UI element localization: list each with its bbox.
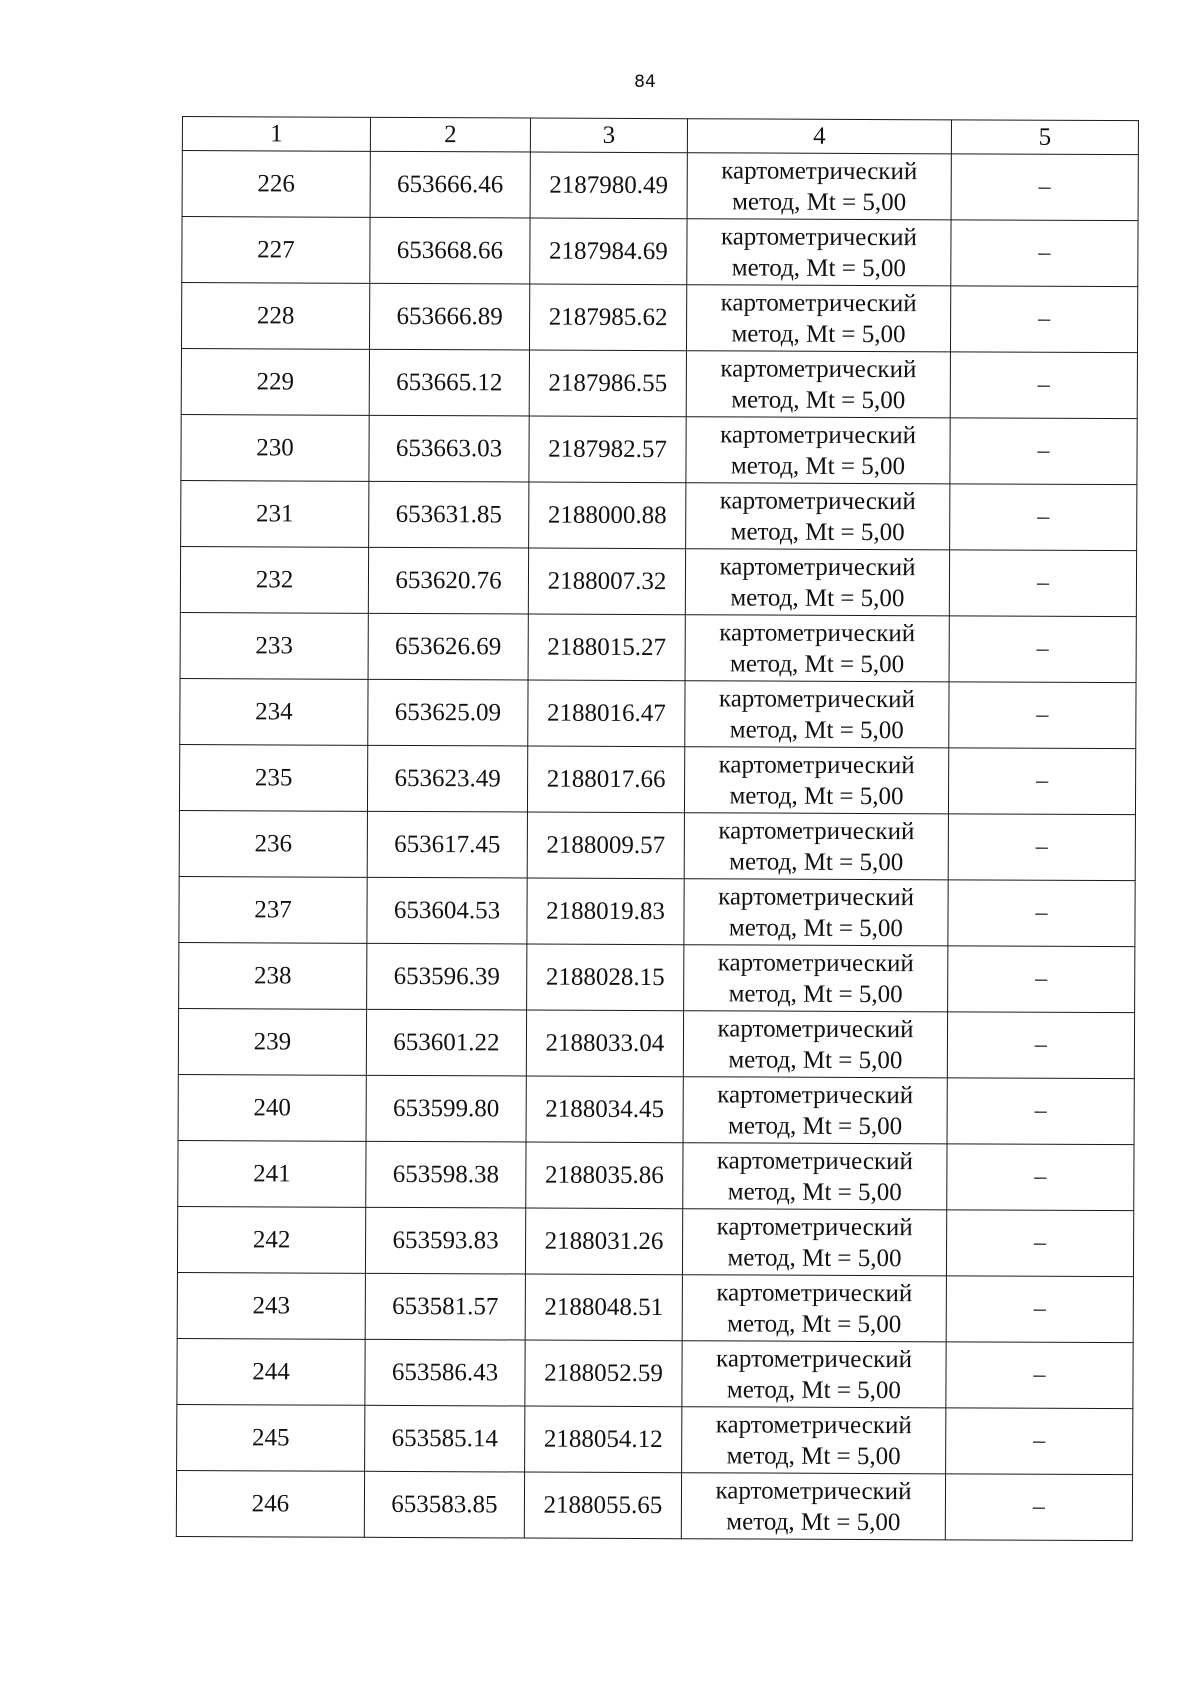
method-line-2: метод, Mt = 5,00 xyxy=(726,1507,901,1536)
method-cell xyxy=(684,813,948,880)
header-col-3: 3 xyxy=(530,118,687,153)
note-cell: – xyxy=(950,352,1137,419)
header-col-2: 2 xyxy=(370,117,530,152)
method-line-2: метод, Mt = 5,00 xyxy=(730,451,906,480)
method-line-1: картометрический xyxy=(718,684,916,713)
x-coordinate-cell: 653665.12 xyxy=(369,349,529,416)
method-cell xyxy=(682,1209,946,1276)
method-cell xyxy=(683,1077,947,1144)
y-coordinate-cell: 2188031.26 xyxy=(525,1208,682,1275)
method-cell xyxy=(685,549,949,616)
note-cell: – xyxy=(950,484,1137,551)
method-line-1: картометрический xyxy=(716,1344,913,1373)
x-coordinate-cell: 653599.80 xyxy=(366,1075,526,1142)
x-coordinate-cell: 653598.38 xyxy=(366,1141,526,1208)
x-coordinate-cell: 653623.49 xyxy=(367,745,527,812)
method-line-1: картометрический xyxy=(716,1278,913,1307)
method-line-2: метод, Mt = 5,00 xyxy=(729,715,904,744)
point-number-cell: 235 xyxy=(179,744,367,811)
note-cell: – xyxy=(948,880,1135,947)
method-line-1: картометрический xyxy=(719,486,916,515)
method-line-2: метод, Mt = 5,00 xyxy=(726,1441,901,1470)
method-line-1: картометрический xyxy=(715,1476,912,1505)
note-cell: – xyxy=(948,814,1135,881)
method-line-2: метод, Mt = 5,00 xyxy=(731,319,906,348)
coordinates-table xyxy=(176,116,1139,1541)
x-coordinate-cell: 653596.39 xyxy=(367,943,527,1010)
method-line-1: картометрический xyxy=(715,1410,912,1439)
note-cell: – xyxy=(946,1276,1133,1343)
method-cell xyxy=(685,681,949,748)
table-row xyxy=(179,876,1135,946)
method-line-2: метод, Mt = 5,00 xyxy=(727,1309,902,1338)
table-row xyxy=(178,1140,1134,1210)
x-coordinate-cell: 653617.45 xyxy=(367,811,527,878)
method-line-1: картометрический xyxy=(718,750,915,779)
method-line-1: картометрический xyxy=(721,156,918,185)
table-row xyxy=(177,1272,1133,1342)
point-number-cell: 237 xyxy=(179,876,367,943)
method-line-2: метод, Mt = 5,00 xyxy=(727,1177,902,1206)
y-coordinate-cell: 2188033.04 xyxy=(526,1010,683,1077)
table-row xyxy=(178,1008,1134,1078)
method-cell xyxy=(683,1011,947,1078)
point-number-cell: 245 xyxy=(177,1404,365,1471)
method-cell xyxy=(686,417,950,484)
note-cell: – xyxy=(945,1474,1132,1541)
table-row xyxy=(178,1074,1134,1144)
method-cell xyxy=(686,285,950,352)
table-row xyxy=(182,217,1138,287)
point-number-cell: 241 xyxy=(178,1140,366,1207)
point-number-cell: 233 xyxy=(180,612,368,679)
method-cell xyxy=(685,615,949,682)
point-number-cell: 242 xyxy=(177,1206,365,1273)
point-number-cell: 239 xyxy=(178,1008,366,1075)
y-coordinate-cell: 2188009.57 xyxy=(527,812,684,879)
method-line-2: метод, Mt = 5,00 xyxy=(728,913,904,942)
note-cell: – xyxy=(950,418,1137,485)
x-coordinate-cell: 653631.85 xyxy=(369,481,529,548)
method-cell xyxy=(682,1407,946,1474)
y-coordinate-cell: 2188055.65 xyxy=(524,1472,681,1539)
header-col-1: 1 xyxy=(182,117,370,152)
point-number-cell: 234 xyxy=(180,678,368,745)
method-line-2: метод, Mt = 5,00 xyxy=(730,583,905,612)
point-number-cell: 226 xyxy=(182,151,370,218)
method-line-1: картометрический xyxy=(716,1212,913,1241)
method-line-1: картометрический xyxy=(720,420,917,449)
point-number-cell: 230 xyxy=(181,414,369,481)
note-cell: – xyxy=(948,748,1135,815)
method-line-2: метод, Mt = 5,00 xyxy=(728,1111,903,1140)
y-coordinate-cell: 2187980.49 xyxy=(530,152,687,219)
point-number-cell: 231 xyxy=(181,480,369,547)
point-number-cell: 244 xyxy=(177,1338,365,1405)
point-number-cell: 236 xyxy=(179,810,367,877)
x-coordinate-cell: 653666.89 xyxy=(369,283,529,350)
method-line-1: картометрический xyxy=(717,1014,914,1043)
table-header xyxy=(182,117,1138,155)
point-number-cell: 229 xyxy=(181,348,369,415)
point-number-cell: 228 xyxy=(181,283,369,350)
header-col-5: 5 xyxy=(951,120,1138,155)
table-body xyxy=(176,151,1138,1541)
table-row xyxy=(181,348,1137,418)
note-cell: – xyxy=(947,1078,1134,1145)
table-row xyxy=(177,1338,1133,1408)
x-coordinate-cell: 653593.83 xyxy=(365,1207,525,1274)
y-coordinate-cell: 2188019.83 xyxy=(527,878,684,945)
y-coordinate-cell: 2188052.59 xyxy=(525,1340,682,1407)
table-row xyxy=(179,942,1135,1012)
method-cell xyxy=(683,1143,947,1210)
y-coordinate-cell: 2188054.12 xyxy=(525,1406,682,1473)
table-row xyxy=(177,1206,1133,1276)
y-coordinate-cell: 2187982.57 xyxy=(529,416,686,483)
y-coordinate-cell: 2188028.15 xyxy=(527,944,684,1011)
method-line-1: картометрический xyxy=(717,948,914,977)
table-row xyxy=(181,480,1137,550)
note-cell: – xyxy=(947,1012,1134,1079)
note-cell: – xyxy=(946,1408,1133,1475)
table-row xyxy=(181,283,1137,353)
table-row xyxy=(176,1470,1132,1540)
point-number-cell: 240 xyxy=(178,1074,366,1141)
table-row xyxy=(179,810,1135,880)
method-line-1: картометрический xyxy=(716,1146,913,1175)
table-row xyxy=(177,1404,1133,1474)
note-cell: – xyxy=(946,1342,1133,1409)
method-cell xyxy=(686,351,950,418)
x-coordinate-cell: 653668.66 xyxy=(370,217,530,284)
method-line-1: картометрический xyxy=(717,1080,914,1109)
method-line-1: картометрический xyxy=(719,618,916,647)
method-line-2: метод, Mt = 5,00 xyxy=(730,517,905,546)
note-cell: – xyxy=(948,946,1135,1013)
x-coordinate-cell: 653585.14 xyxy=(365,1405,525,1472)
method-cell xyxy=(687,219,951,286)
method-line-2: метод, Mt = 5,00 xyxy=(729,847,904,876)
note-cell: – xyxy=(946,1210,1133,1277)
y-coordinate-cell: 2187984.69 xyxy=(530,218,687,285)
method-line-2: метод, Mt = 5,00 xyxy=(731,385,906,414)
x-coordinate-cell: 653581.57 xyxy=(365,1273,525,1340)
method-cell xyxy=(684,747,948,814)
point-number-cell: 246 xyxy=(176,1470,364,1537)
note-cell: – xyxy=(950,286,1137,353)
method-line-2: метод, Mt = 5,00 xyxy=(730,649,905,678)
x-coordinate-cell: 653666.46 xyxy=(370,151,530,218)
header-col-4: 4 xyxy=(687,119,951,154)
x-coordinate-cell: 653663.03 xyxy=(369,415,529,482)
y-coordinate-cell: 2188015.27 xyxy=(528,614,685,681)
y-coordinate-cell: 2188017.66 xyxy=(527,746,684,813)
table-row xyxy=(182,151,1138,221)
note-cell: – xyxy=(951,154,1138,221)
point-number-cell: 238 xyxy=(179,942,367,1009)
method-line-2: метод, Mt = 5,00 xyxy=(728,979,903,1008)
table-row xyxy=(180,612,1136,682)
method-line-2: метод, Mt = 5,00 xyxy=(728,1045,903,1074)
x-coordinate-cell: 653604.53 xyxy=(367,877,527,944)
y-coordinate-cell: 2188007.32 xyxy=(528,548,685,615)
method-line-1: картометрический xyxy=(720,288,917,317)
method-cell xyxy=(681,1473,945,1540)
method-cell xyxy=(687,153,951,220)
y-coordinate-cell: 2187986.55 xyxy=(529,350,686,417)
y-coordinate-cell: 2188035.86 xyxy=(526,1142,683,1209)
method-cell xyxy=(684,879,948,946)
method-line-2: метод, Mt = 5,00 xyxy=(726,1375,902,1404)
y-coordinate-cell: 2188048.51 xyxy=(525,1274,682,1341)
x-coordinate-cell: 653583.85 xyxy=(364,1471,524,1538)
y-coordinate-cell: 2187985.62 xyxy=(529,284,686,351)
method-line-1: картометрический xyxy=(719,552,916,581)
method-line-2: метод, Mt = 5,00 xyxy=(729,781,904,810)
method-line-2: метод, Mt = 5,00 xyxy=(727,1243,902,1272)
note-cell: – xyxy=(949,682,1136,749)
table-row xyxy=(180,546,1136,616)
method-cell xyxy=(682,1341,946,1408)
point-number-cell: 243 xyxy=(177,1272,365,1339)
x-coordinate-cell: 653601.22 xyxy=(366,1009,526,1076)
x-coordinate-cell: 653586.43 xyxy=(365,1339,525,1406)
method-line-1: картометрический xyxy=(720,222,918,251)
note-cell: – xyxy=(947,1144,1134,1211)
table-row xyxy=(179,744,1135,814)
x-coordinate-cell: 653626.69 xyxy=(368,613,528,680)
method-cell xyxy=(682,1275,946,1342)
x-coordinate-cell: 653620.76 xyxy=(368,547,528,614)
note-cell: – xyxy=(949,550,1136,617)
method-line-2: метод, Mt = 5,00 xyxy=(732,187,907,216)
note-cell: – xyxy=(949,616,1136,683)
header-row xyxy=(182,117,1138,155)
y-coordinate-cell: 2188034.45 xyxy=(526,1076,683,1143)
table-row xyxy=(180,678,1136,748)
point-number-cell: 227 xyxy=(182,217,370,284)
point-number-cell: 232 xyxy=(180,546,368,613)
method-cell xyxy=(684,945,948,1012)
x-coordinate-cell: 653625.09 xyxy=(368,679,528,746)
y-coordinate-cell: 2188016.47 xyxy=(528,680,685,747)
method-line-2: метод, Mt = 5,00 xyxy=(731,253,906,282)
table-row xyxy=(181,414,1137,484)
y-coordinate-cell: 2188000.88 xyxy=(529,482,686,549)
method-line-1: картометрический xyxy=(718,882,915,911)
note-cell: – xyxy=(951,220,1138,287)
method-line-1: картометрический xyxy=(720,354,917,383)
method-cell xyxy=(686,483,950,550)
page-number: 84 xyxy=(634,72,656,92)
method-line-1: картометрический xyxy=(718,816,915,845)
